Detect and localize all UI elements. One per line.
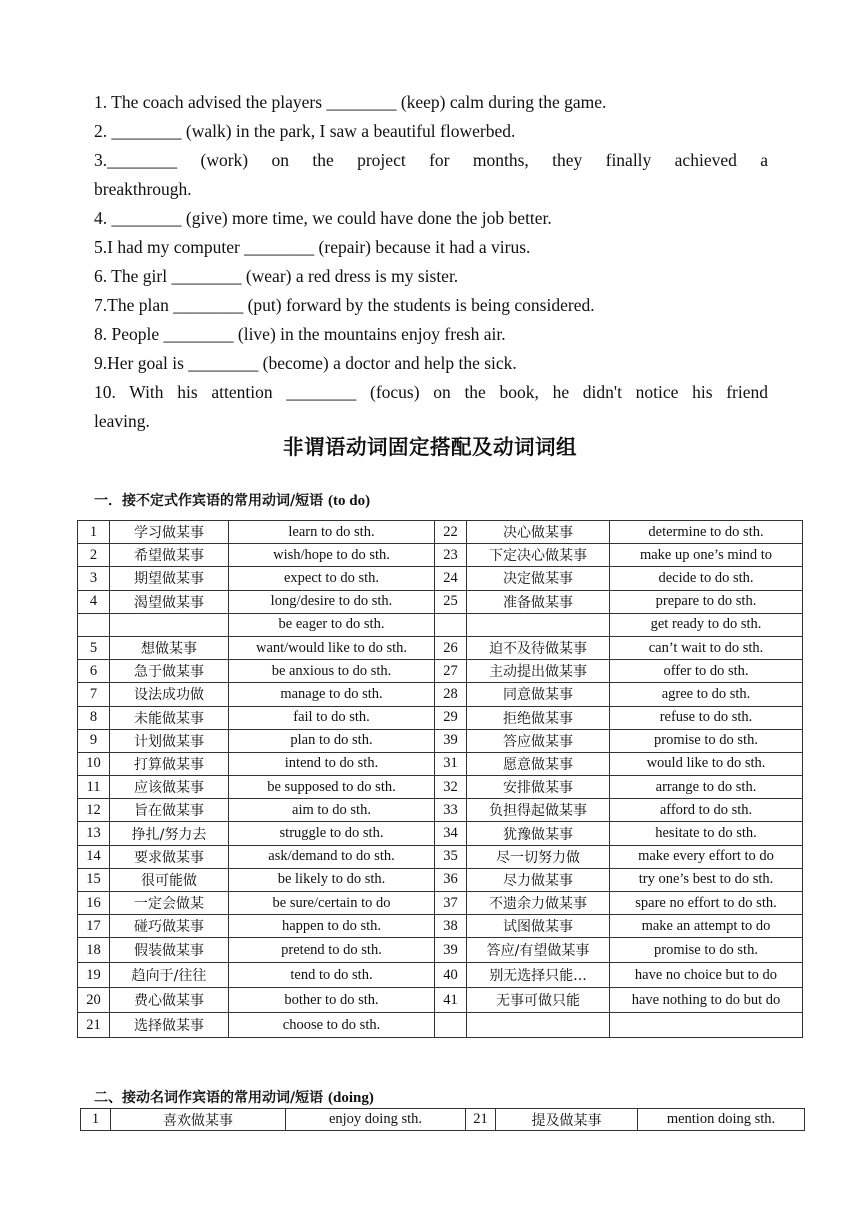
item-number-cell: 5 — [78, 636, 110, 659]
chinese-meaning-cell — [467, 613, 610, 636]
exercise-line: 9.Her goal is ________ (become) a doctor and help the sick. — [94, 353, 517, 373]
chinese-meaning-cell: 喜欢做某事 — [111, 1109, 286, 1131]
english-phrase-cell: have no choice but to do — [610, 963, 803, 988]
table-row — [78, 683, 803, 706]
table-row — [78, 590, 803, 613]
chinese-meaning-cell: 主动提出做某事 — [467, 660, 610, 683]
chinese-meaning-cell: 不遗余力做某事 — [467, 892, 610, 915]
table-row — [78, 776, 803, 799]
table-row — [78, 567, 803, 590]
chinese-meaning-cell: 试图做某事 — [467, 915, 610, 938]
item-number-cell: 3 — [78, 567, 110, 590]
exercise-line: 10. With his attention ________ (focus) on the book, he didn't notice his friend — [94, 382, 768, 402]
item-number-cell: 15 — [78, 868, 110, 891]
section2-heading — [94, 1087, 374, 1107]
item-number-cell: 29 — [435, 706, 467, 729]
english-phrase-cell: have nothing to do but do — [610, 988, 803, 1013]
chinese-meaning-cell: 安排做某事 — [467, 776, 610, 799]
chinese-meaning-cell: 碰巧做某事 — [110, 915, 229, 938]
item-number-cell: 21 — [78, 1013, 110, 1038]
english-phrase-cell: aim to do sth. — [229, 799, 435, 822]
item-number-cell: 18 — [78, 938, 110, 963]
item-number-cell: 35 — [435, 845, 467, 868]
english-phrase-cell: arrange to do sth. — [610, 776, 803, 799]
item-number-cell: 1 — [81, 1109, 111, 1131]
table-row — [78, 752, 803, 775]
section1-heading-en: (to do) — [328, 493, 371, 509]
english-phrase-cell: intend to do sth. — [229, 752, 435, 775]
english-phrase-cell: pretend to do sth. — [229, 938, 435, 963]
item-number-cell: 14 — [78, 845, 110, 868]
chinese-meaning-cell: 准备做某事 — [467, 590, 610, 613]
table-row — [78, 613, 803, 636]
table-row — [78, 892, 803, 915]
chinese-meaning-cell: 未能做某事 — [110, 706, 229, 729]
exercise-line: 5.I had my computer ________ (repair) because it had a virus. — [94, 237, 531, 257]
english-phrase-cell — [610, 1013, 803, 1038]
chinese-meaning-cell: 急于做某事 — [110, 660, 229, 683]
chinese-meaning-cell: 答应/有望做某事 — [467, 938, 610, 963]
english-phrase-cell: try one’s best to do sth. — [610, 868, 803, 891]
english-phrase-cell: prepare to do sth. — [610, 590, 803, 613]
chinese-meaning-cell: 很可能做 — [110, 868, 229, 891]
chinese-meaning-cell: 下定决心做某事 — [467, 544, 610, 567]
item-number-cell: 36 — [435, 868, 467, 891]
table-row — [78, 845, 803, 868]
item-number-cell: 22 — [435, 521, 467, 544]
item-number-cell: 41 — [435, 988, 467, 1013]
section2-heading-text: 二、接动名词作宾语的常用动词/短语 — [94, 1090, 324, 1106]
chinese-meaning-cell: 渴望做某事 — [110, 590, 229, 613]
section1-heading-text: 一．接不定式作宾语的常用动词/短语 — [94, 493, 324, 509]
item-number-cell — [435, 1013, 467, 1038]
chinese-meaning-cell — [110, 613, 229, 636]
english-phrase-cell: promise to do sth. — [610, 729, 803, 752]
english-phrase-cell: tend to do sth. — [229, 963, 435, 988]
english-phrase-cell: offer to do sth. — [610, 660, 803, 683]
chinese-meaning-cell: 负担得起做某事 — [467, 799, 610, 822]
english-phrase-cell: decide to do sth. — [610, 567, 803, 590]
english-phrase-cell: agree to do sth. — [610, 683, 803, 706]
table-row — [78, 521, 803, 544]
chinese-meaning-cell: 选择做某事 — [110, 1013, 229, 1038]
item-number-cell: 12 — [78, 799, 110, 822]
chinese-meaning-cell: 设法成功做 — [110, 683, 229, 706]
chinese-meaning-cell: 无事可做只能 — [467, 988, 610, 1013]
exercise-line: 8. People ________ (live) in the mountains enjoy fresh air. — [94, 324, 506, 344]
item-number-cell: 37 — [435, 892, 467, 915]
item-number-cell: 39 — [435, 729, 467, 752]
chinese-meaning-cell: 尽力做某事 — [467, 868, 610, 891]
exercise-line: 4. ________ (give) more time, we could have done the job better. — [94, 208, 552, 228]
english-phrase-cell: want/would like to do sth. — [229, 636, 435, 659]
table-row — [78, 963, 803, 988]
english-phrase-cell: determine to do sth. — [610, 521, 803, 544]
english-phrase-cell: hesitate to do sth. — [610, 822, 803, 845]
item-number-cell: 28 — [435, 683, 467, 706]
chinese-meaning-cell: 决心做某事 — [467, 521, 610, 544]
item-number-cell: 8 — [78, 706, 110, 729]
chinese-meaning-cell: 答应做某事 — [467, 729, 610, 752]
chinese-meaning-cell: 同意做某事 — [467, 683, 610, 706]
chinese-meaning-cell: 想做某事 — [110, 636, 229, 659]
english-phrase-cell: be eager to do sth. — [229, 613, 435, 636]
exercise-line: 7.The plan ________ (put) forward by the students is being considered. — [94, 295, 595, 315]
english-phrase-cell: long/desire to do sth. — [229, 590, 435, 613]
chinese-meaning-cell: 趋向于/往往 — [110, 963, 229, 988]
item-number-cell: 17 — [78, 915, 110, 938]
english-phrase-cell: spare no effort to do sth. — [610, 892, 803, 915]
exercise-list — [94, 88, 768, 436]
english-phrase-cell: be sure/certain to do — [229, 892, 435, 915]
english-phrase-cell: happen to do sth. — [229, 915, 435, 938]
table-row — [78, 988, 803, 1013]
item-number-cell: 6 — [78, 660, 110, 683]
item-number-cell: 16 — [78, 892, 110, 915]
chinese-meaning-cell: 决定做某事 — [467, 567, 610, 590]
english-phrase-cell: learn to do sth. — [229, 521, 435, 544]
english-phrase-cell: be supposed to do sth. — [229, 776, 435, 799]
chinese-meaning-cell: 假装做某事 — [110, 938, 229, 963]
english-phrase-cell: be likely to do sth. — [229, 868, 435, 891]
exercise-line: leaving. — [94, 411, 150, 431]
exercise-line: 3.________ (work) on the project for months, they finally achieved a — [94, 150, 768, 170]
english-phrase-cell: struggle to do sth. — [229, 822, 435, 845]
chinese-meaning-cell: 尽一切努力做 — [467, 845, 610, 868]
chinese-meaning-cell: 要求做某事 — [110, 845, 229, 868]
table-row — [81, 1109, 805, 1131]
item-number-cell: 4 — [78, 590, 110, 613]
table-row — [78, 938, 803, 963]
english-phrase-cell: make an attempt to do — [610, 915, 803, 938]
table-row — [78, 799, 803, 822]
chinese-meaning-cell: 一定会做某 — [110, 892, 229, 915]
english-phrase-cell: bother to do sth. — [229, 988, 435, 1013]
table-row — [78, 636, 803, 659]
chinese-meaning-cell: 学习做某事 — [110, 521, 229, 544]
gerund-verb-table — [80, 1108, 805, 1131]
chinese-meaning-cell: 费心做某事 — [110, 988, 229, 1013]
chinese-meaning-cell: 挣扎/努力去 — [110, 822, 229, 845]
english-phrase-cell: can’t wait to do sth. — [610, 636, 803, 659]
chinese-meaning-cell: 迫不及待做某事 — [467, 636, 610, 659]
section2-heading-en: (doing) — [328, 1090, 374, 1106]
english-phrase-cell: be anxious to do sth. — [229, 660, 435, 683]
english-phrase-cell: plan to do sth. — [229, 729, 435, 752]
english-phrase-cell: expect to do sth. — [229, 567, 435, 590]
english-phrase-cell: would like to do sth. — [610, 752, 803, 775]
english-phrase-cell: make up one’s mind to — [610, 544, 803, 567]
table-row — [78, 915, 803, 938]
chinese-meaning-cell: 打算做某事 — [110, 752, 229, 775]
item-number-cell: 26 — [435, 636, 467, 659]
item-number-cell: 13 — [78, 822, 110, 845]
item-number-cell: 2 — [78, 544, 110, 567]
table-row — [78, 660, 803, 683]
page-title: 非谓语动词固定搭配及动词词组 — [283, 435, 577, 459]
item-number-cell: 40 — [435, 963, 467, 988]
english-phrase-cell: choose to do sth. — [229, 1013, 435, 1038]
section1-heading — [94, 490, 370, 510]
table-row — [78, 822, 803, 845]
item-number-cell: 23 — [435, 544, 467, 567]
chinese-meaning-cell: 犹豫做某事 — [467, 822, 610, 845]
english-phrase-cell: afford to do sth. — [610, 799, 803, 822]
item-number-cell: 11 — [78, 776, 110, 799]
item-number-cell: 10 — [78, 752, 110, 775]
chinese-meaning-cell: 拒绝做某事 — [467, 706, 610, 729]
exercise-line: 1. The coach advised the players ________ (keep) calm during the game. — [94, 92, 607, 112]
english-phrase-cell: enjoy doing sth. — [286, 1109, 466, 1131]
table-row — [78, 729, 803, 752]
english-phrase-cell: promise to do sth. — [610, 938, 803, 963]
table-row — [78, 544, 803, 567]
item-number-cell: 24 — [435, 567, 467, 590]
item-number-cell — [435, 613, 467, 636]
chinese-meaning-cell: 旨在做某事 — [110, 799, 229, 822]
table-row — [78, 1013, 803, 1038]
chinese-meaning-cell: 提及做某事 — [496, 1109, 638, 1131]
item-number-cell: 1 — [78, 521, 110, 544]
english-phrase-cell: refuse to do sth. — [610, 706, 803, 729]
chinese-meaning-cell: 愿意做某事 — [467, 752, 610, 775]
exercise-line: 6. The girl ________ (wear) a red dress is my sister. — [94, 266, 459, 286]
english-phrase-cell: get ready to do sth. — [610, 613, 803, 636]
english-phrase-cell: make every effort to do — [610, 845, 803, 868]
item-number-cell: 21 — [466, 1109, 496, 1131]
item-number-cell: 27 — [435, 660, 467, 683]
item-number-cell — [78, 613, 110, 636]
english-phrase-cell: manage to do sth. — [229, 683, 435, 706]
table-row — [78, 868, 803, 891]
item-number-cell: 39 — [435, 938, 467, 963]
item-number-cell: 34 — [435, 822, 467, 845]
item-number-cell: 31 — [435, 752, 467, 775]
infinitive-verb-table — [77, 520, 803, 1038]
item-number-cell: 9 — [78, 729, 110, 752]
english-phrase-cell: ask/demand to do sth. — [229, 845, 435, 868]
english-phrase-cell: wish/hope to do sth. — [229, 544, 435, 567]
item-number-cell: 20 — [78, 988, 110, 1013]
chinese-meaning-cell — [467, 1013, 610, 1038]
english-phrase-cell: fail to do sth. — [229, 706, 435, 729]
item-number-cell: 7 — [78, 683, 110, 706]
item-number-cell: 38 — [435, 915, 467, 938]
chinese-meaning-cell: 别无选择只能... — [467, 963, 610, 988]
chinese-meaning-cell: 期望做某事 — [110, 567, 229, 590]
item-number-cell: 32 — [435, 776, 467, 799]
item-number-cell: 25 — [435, 590, 467, 613]
exercise-line: breakthrough. — [94, 179, 192, 199]
english-phrase-cell: mention doing sth. — [638, 1109, 805, 1131]
chinese-meaning-cell: 希望做某事 — [110, 544, 229, 567]
exercise-line: 2. ________ (walk) in the park, I saw a beautiful flowerbed. — [94, 121, 516, 141]
table-row — [78, 706, 803, 729]
item-number-cell: 33 — [435, 799, 467, 822]
item-number-cell: 19 — [78, 963, 110, 988]
chinese-meaning-cell: 应该做某事 — [110, 776, 229, 799]
chinese-meaning-cell: 计划做某事 — [110, 729, 229, 752]
